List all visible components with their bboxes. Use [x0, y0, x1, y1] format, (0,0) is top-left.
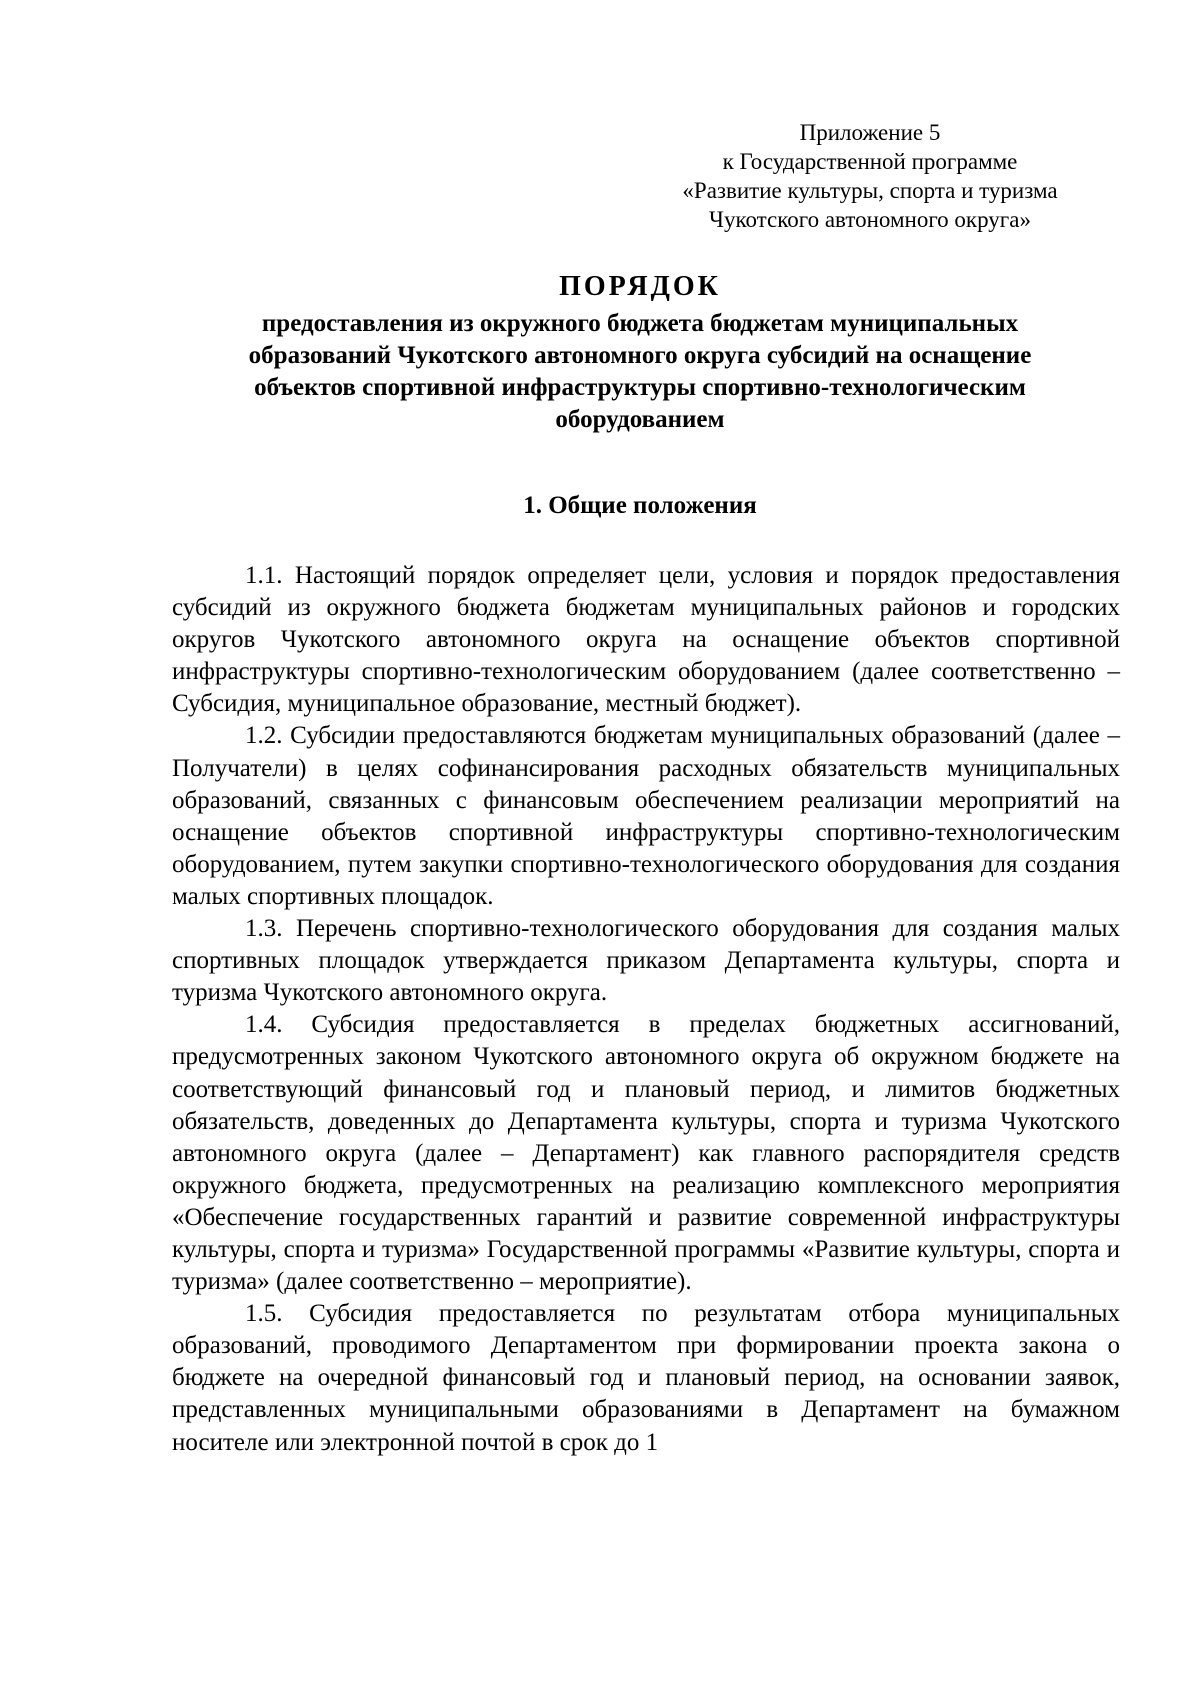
paragraph-1-2: 1.2. Субсидии предоставляются бюджетам муниципальных образований (далее – Получатели) в целях софинансирования расходных обязательств муниципальных образований, связанных с финансовым обеспечением реализации мероприятий на оснащение объектов спортивной инфраструктуры спортивно-технологическим оборудованием, путем закупки спортивно-технологического оборудования для создания малых спортивных площадок. [172, 722, 1120, 910]
document-title: ПОРЯДОК [559, 271, 721, 302]
paragraph-1-3: 1.3. Перечень спортивно-технологического оборудования для создания малых спортивных площадок утверждается приказом Департамента культуры, спорта и туризма Чукотского автономного округа. [172, 915, 1120, 1007]
paragraph-1-4: 1.4. Субсидия предоставляется в пределах бюджетных ассигнований, предусмотренных законом Чукотского автономного округа об окружном бюджете на соответствующий финансовый год и плановый период, и лимитов бюджетных обязательств, доведенных до Департамента культуры, спорта и туризма Чукотского автономного округа (далее – Департамент) как главного распорядителя средств окружного бюджета, предусмотренных на реализацию комплексного мероприятия «Обеспечение государственных гарантий и развитие современной инфраструктуры культуры, спорта и туризма» Государственной программы «Развитие культуры, спорта и туризма» (далее соответственно – мероприятие). [172, 1011, 1120, 1296]
appendix-line: к Государственной программе [722, 149, 1018, 174]
appendix-reference [660, 118, 1080, 234]
body-text [172, 560, 1120, 1459]
appendix-line: «Развитие культуры, спорта и туризма [682, 178, 1058, 203]
appendix-line: Чукотского автономного округа» [709, 207, 1031, 232]
subtitle-line: образований Чукотского автономного округа субсидий на оснащение [248, 342, 1032, 369]
appendix-line: Приложение 5 [799, 120, 941, 145]
subtitle-line: оборудованием [555, 406, 725, 433]
subtitle-line: объектов спортивной инфраструктуры спортивно-технологическим [254, 374, 1026, 401]
paragraph-1-5: 1.5. Субсидия предоставляется по результатам отбора муниципальных образований, проводимого Департаментом при формировании проекта закона о бюджете на очередной финансовый год и плановый период, на основании заявок, представленных муниципальными образованиями в Департамент на бумажном носителе или электронной почтой в срок до 1 [172, 1300, 1120, 1456]
paragraph-1-1: 1.1. Настоящий порядок определяет цели, условия и порядок предоставления субсидий из окружного бюджета бюджетам муниципальных районов и городских округов Чукотского автономного округа на оснащение объектов спортивной инфраструктуры спортивно-технологическим оборудованием (далее соответственно – Субсидия, муниципальное образование, местный бюджет). [172, 562, 1120, 718]
section-heading: 1. Общие положения [523, 492, 757, 519]
document-subtitle [170, 308, 1110, 436]
subtitle-line: предоставления из окружного бюджета бюджетам муниципальных [261, 310, 1019, 337]
